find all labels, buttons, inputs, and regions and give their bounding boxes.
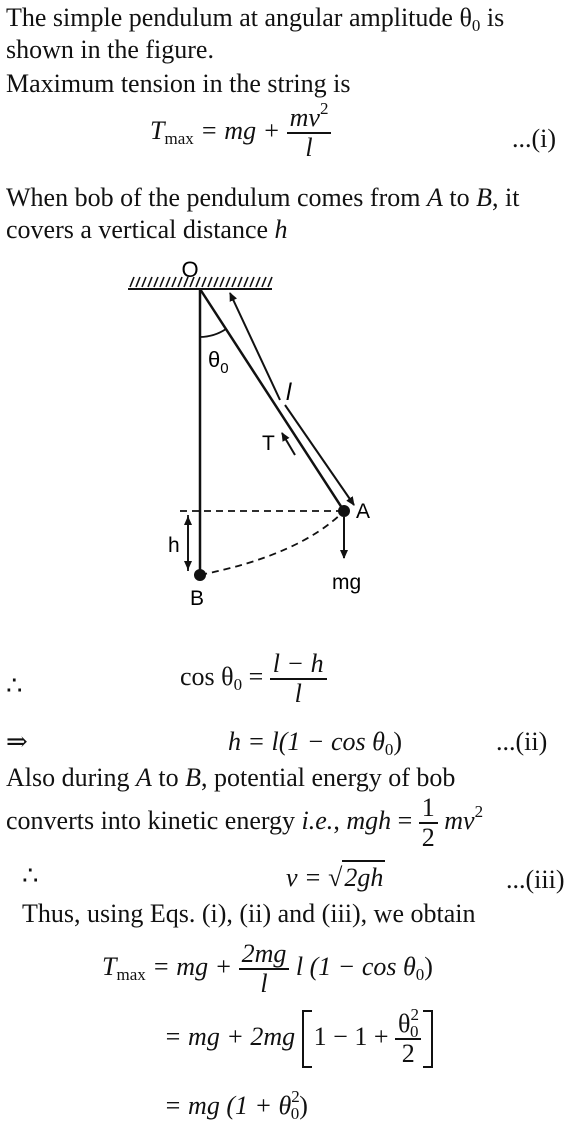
final-equation-line-1: $T_{max}$ = mg + $\frac{2mg}{l}$ l $(1 - \cos \theta_0)$: [102, 939, 433, 998]
para3-line-1: Also during A to B, potential energy of bob: [6, 763, 456, 792]
therefore-symbol-2: ∴: [22, 861, 39, 890]
bob-b: [194, 569, 206, 581]
ceiling-support: [128, 277, 272, 289]
equation-3-tag: ...(iii): [506, 865, 565, 894]
equation-3: v = √2gh: [286, 860, 385, 894]
pendulum-figure: [110, 255, 410, 615]
label-mg: mg: [332, 571, 362, 594]
square-bracket-group: 1 − 1 + $\frac{\theta^2_0}{2}$: [302, 1010, 434, 1068]
cos-equation: $\cos \theta_0$ = $\frac{l - h}{l}$: [180, 650, 327, 708]
slanted-string: [200, 289, 344, 511]
final-fraction: $\frac{2mg}{l}$: [239, 940, 290, 998]
tension-arrow: [282, 433, 295, 455]
label-theta: $\theta_0$: [208, 347, 229, 377]
equation-1-fraction: $\frac{mv^2}{l}$: [287, 104, 332, 162]
implies-symbol: ⇒: [6, 727, 28, 756]
therefore-symbol-1: ∴: [6, 671, 23, 700]
para3-line-2: converts into kinetic energy i.e., mgh = $\frac{1}{2}$ $mv^2$: [6, 793, 484, 852]
angle-arc: [200, 329, 226, 337]
half-fraction: $\frac{1}{2}$: [419, 794, 438, 852]
cos-fraction: $\frac{l - h}{l}$: [270, 650, 327, 708]
label-t: T: [262, 432, 275, 455]
theta-squared-fraction: $\frac{\theta^2_0}{2}$: [395, 1010, 421, 1068]
final-equation-line-2: = mg + 2mg 1 − 1 + $\frac{\theta^2_0}{2}$: [164, 1010, 433, 1068]
label-l: l: [286, 379, 292, 406]
bob-a: [338, 505, 350, 517]
intro-line-2: shown in the figure.: [6, 35, 214, 64]
para2-line-2: covers a vertical distance h: [6, 215, 288, 244]
equation-1-tag: ...(i): [512, 124, 557, 153]
swing-path: [200, 511, 344, 575]
para4-line-1: Thus, using Eqs. (i), (ii) and (iii), we obtain: [22, 899, 476, 928]
intro-line-3: Maximum tension in the string is: [6, 69, 351, 98]
label-o: O: [181, 257, 199, 282]
para2-line-1: When bob of the pendulum comes from A to B, it: [6, 183, 520, 212]
equation-1: $T_{max}$ = mg + $\frac{mv^2}{l}$: [150, 104, 331, 162]
final-equation-line-3: = mg $(1 + \theta^2_0)$: [164, 1087, 308, 1123]
label-a: A: [356, 500, 371, 523]
intro-line-1: The simple pendulum at angular amplitude $\theta_0$ is: [6, 3, 505, 35]
length-arrow-down: [285, 405, 354, 505]
label-b: B: [190, 587, 205, 610]
label-h: h: [168, 534, 180, 557]
equation-2-tag: ...(ii): [496, 727, 548, 756]
equation-2: $h = l(1 - \cos \theta_0)$: [228, 727, 403, 759]
